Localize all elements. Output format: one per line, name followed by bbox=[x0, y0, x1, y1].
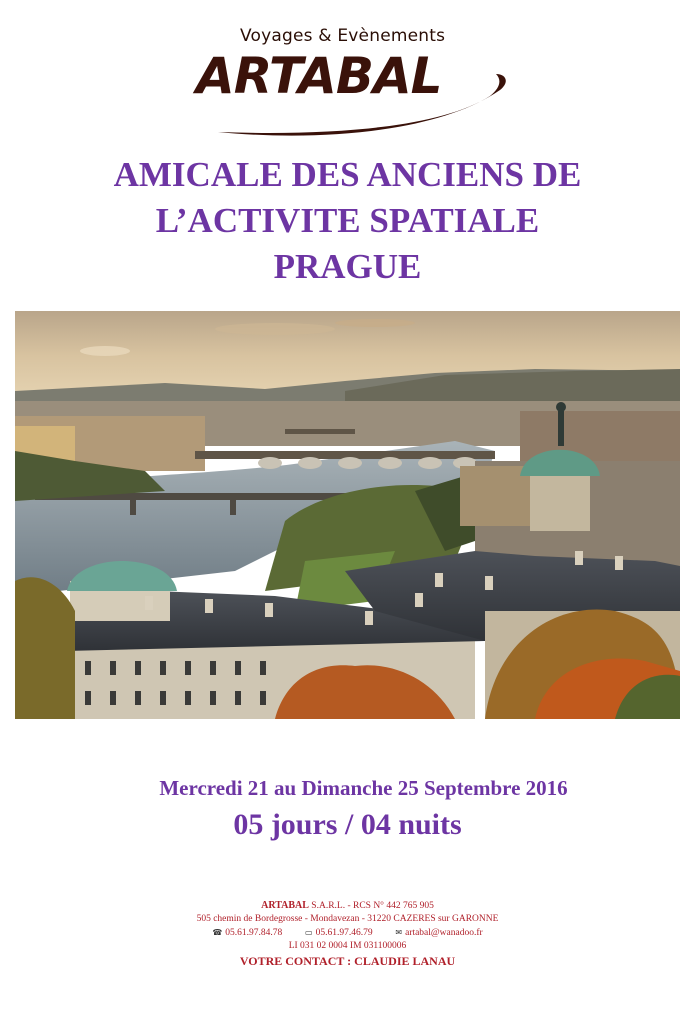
fax-icon: ▭ bbox=[305, 928, 313, 937]
page-title bbox=[0, 152, 695, 290]
title-line-1: AMICALE DES ANCIENS DE bbox=[113, 155, 582, 194]
company-phone: 05.61.97.84.78 bbox=[225, 928, 283, 938]
logo-brand: ARTABAL bbox=[196, 47, 442, 105]
logo-swoosh bbox=[210, 70, 510, 145]
prague-photo bbox=[15, 311, 680, 719]
company-registration: S.A.R.L. - RCS N° 442 765 905 bbox=[308, 901, 434, 911]
title-line-3: PRAGUE bbox=[273, 247, 422, 286]
email-icon: ✉ bbox=[395, 928, 403, 937]
phone-icon: ☎ bbox=[212, 928, 223, 937]
contact-person: VOTRE CONTACT : CLAUDIE LANAU bbox=[239, 954, 456, 968]
company-footer bbox=[0, 899, 695, 968]
company-email: artabal@wanadoo.fr bbox=[405, 928, 483, 938]
title-line-2: L’ACTIVITE SPATIALE bbox=[155, 201, 540, 240]
company-address: 505 chemin de Bordegrosse - Mondavezan - 31220 CAZERES sur GARONNE bbox=[196, 914, 499, 924]
logo-tagline: Voyages & Evènements bbox=[240, 26, 446, 46]
company-name: ARTABAL bbox=[261, 900, 309, 911]
company-license: LI 031 02 0004 IM 031100006 bbox=[288, 941, 407, 951]
trip-duration: 05 jours / 04 nuits bbox=[233, 808, 462, 841]
company-fax: 05.61.97.46.79 bbox=[315, 928, 373, 938]
trip-dates: Mercredi 21 au Dimanche 25 Septembre 2016 bbox=[159, 776, 568, 800]
